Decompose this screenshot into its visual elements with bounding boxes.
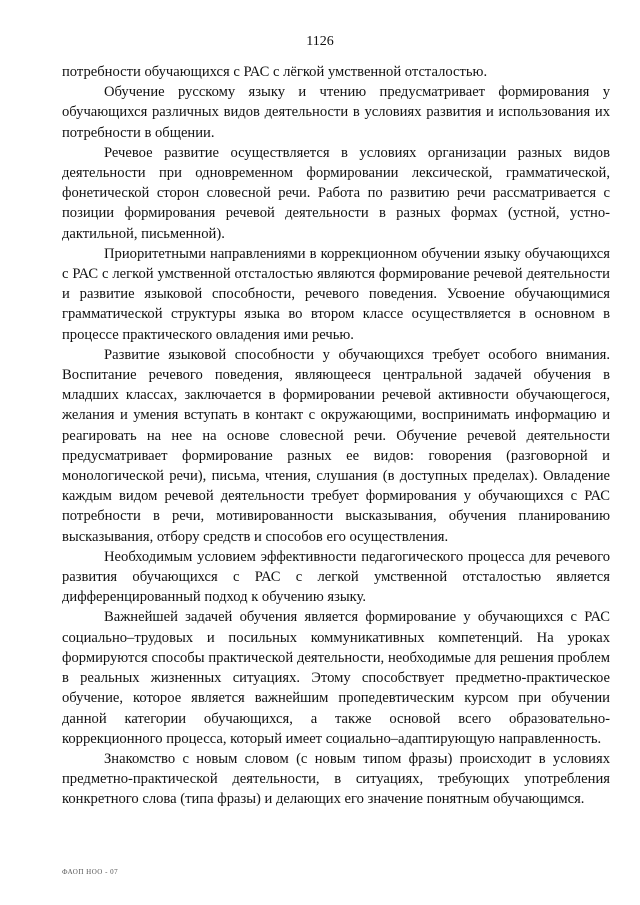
paragraph: Знакомство с новым словом (с новым типом фразы) происходит в условиях предметно-практической деятельности, в ситуациях, требующих употребления конкретного слова (типа фразы) и делающих его значение понятным обучающимся. [62, 750, 610, 808]
document-body [62, 62, 610, 810]
paragraph: Приоритетными направлениями в коррекционном обучении языку обучающихся с РАС с легкой умственной отсталостью являются формирование речевой деятельности и развитие языковой способности, речевого поведения. Усвоение обучающимися грамматической структуры языка во втором классе осуществляется в основном в процессе практического овладения ими речью. [62, 245, 610, 343]
footer-mark: ФАОП НОО - 07 [62, 868, 119, 876]
paragraph: потребности обучающихся с РАС с лёгкой умственной отсталостью. [62, 64, 488, 80]
paragraph: Необходимым условием эффективности педагогического процесса для речевого развития обучающихся с РАС с легкой умственной отсталостью является дифференцированный подход к обучению языку. [62, 548, 610, 606]
page-number: 1126 [306, 34, 334, 49]
paragraph: Развитие языковой способности у обучающихся требует особого внимания. Воспитание речевого поведения, являющееся центральной задачей обучения в младших классах, заключается в формировании речевой активности обучающегося, желания и умения вступать в контакт с окружающими, воспринимать информацию и реагировать на нее на основе словесной речи. Обучение речевой деятельности предусматривает формирование разных ее видов: говорения (разговорной и монологической речи), письма, чтения, слушания (в доступных пределах). Овладение каждым видом речевой деятельности требует формирования у обучающихся с РАС потребности в речи, мотивированности высказывания, обучения планированию высказывания, отбору средств и способов его осуществления. [62, 346, 610, 545]
paragraph: Важнейшей задачей обучения является формирование у обучающихся с РАС социально–трудовых и посильных коммуникативных компетенций. На уроках формируются способы практической деятельности, необходимые для решения проблем в реальных жизненных ситуациях. Этому способствует предметно-практическое обучение, которое является важнейшим пропедевтическим курсом при обучении данной категории обучающихся, а также основой всего образовательно-коррекционного процесса, который имеет социально–адаптирующую направленность. [62, 609, 610, 747]
paragraph: Речевое развитие осуществляется в условиях организации разных видов деятельности при одновременном формировании лексической, грамматической, фонетической сторон словесной речи. Работа по развитию речи рассматривается с позиции формирования речевой деятельности в разных формах (устной, устно-дактильной, письменной). [62, 144, 610, 242]
paragraph: Обучение русскому языку и чтению предусматривает формирования у обучающихся различных видов деятельности в условиях развития и использования их потребности в общении. [62, 84, 610, 141]
